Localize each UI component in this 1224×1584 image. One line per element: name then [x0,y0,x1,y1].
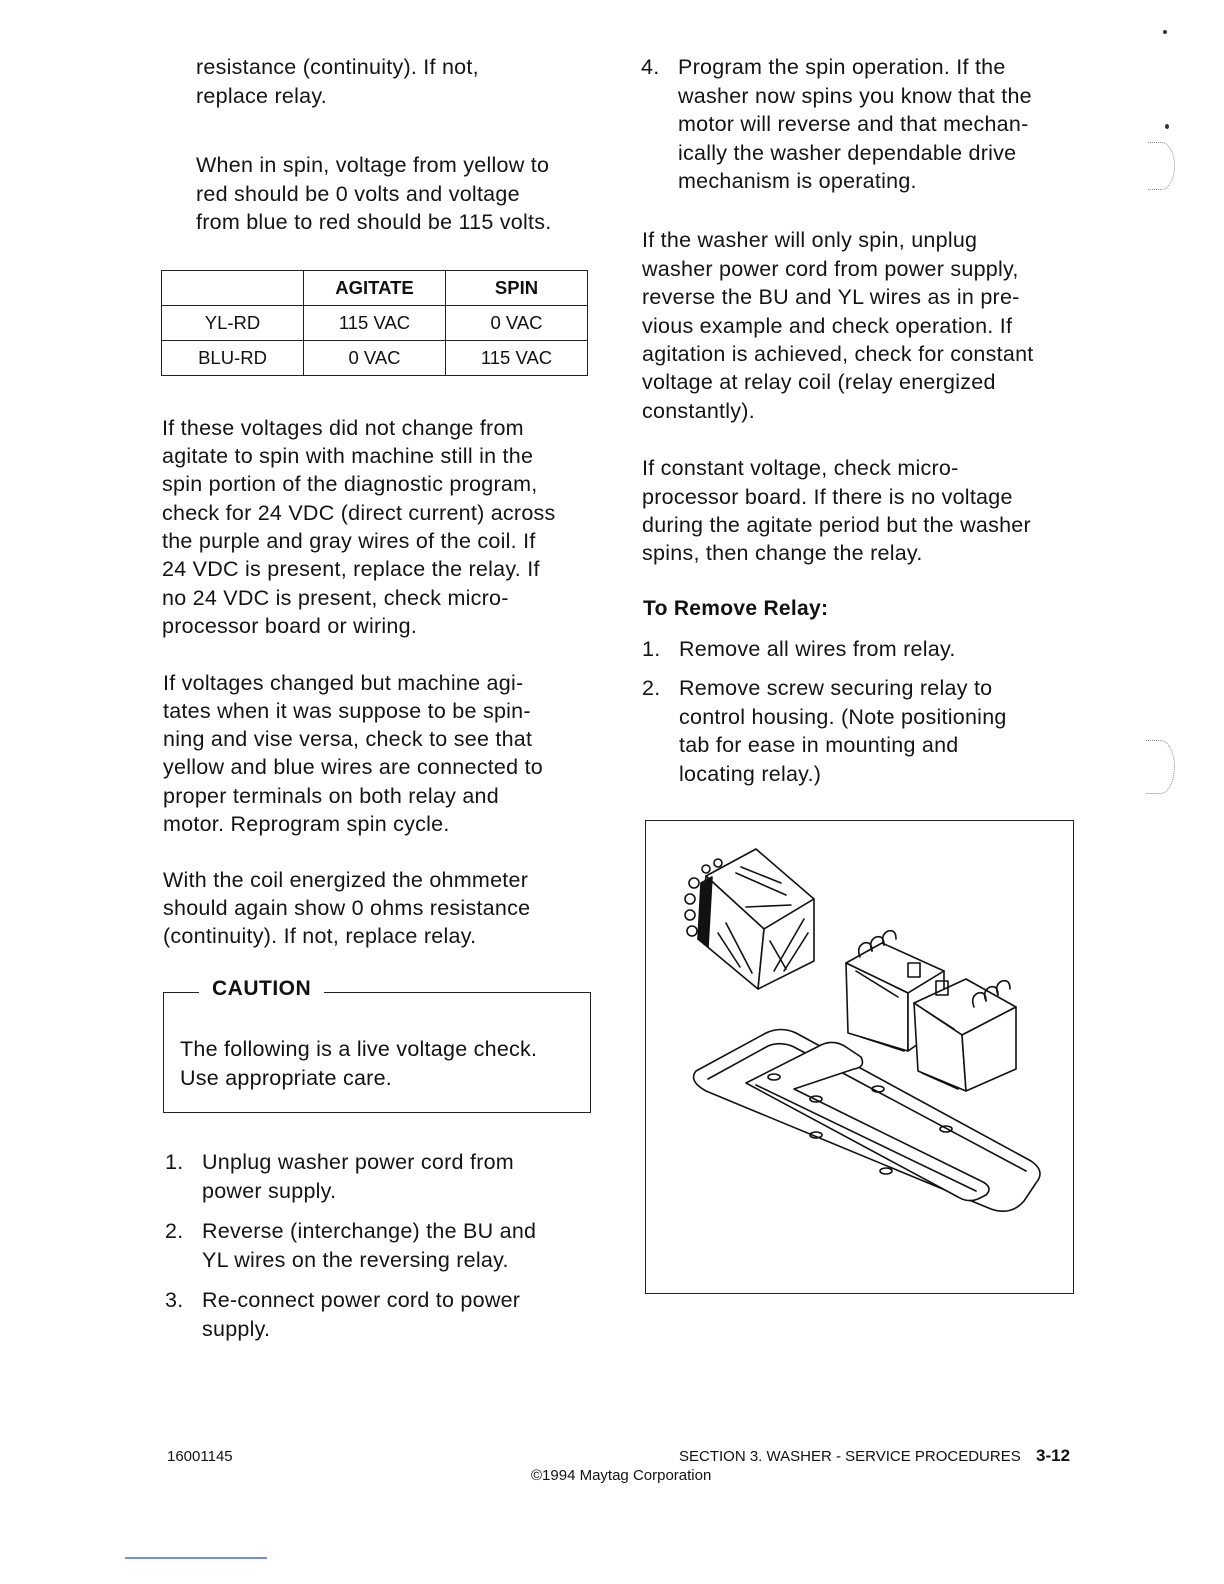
punch-hole-mark [1146,740,1175,794]
text-line: With the coil energized the ohmmeter [163,868,529,892]
list-text [679,674,1007,788]
caution-border-right [324,992,590,993]
caution-box [163,977,591,1113]
table-header-cell [162,271,304,306]
text-line: Re-connect power cord to power [202,1288,521,1312]
bottom-rule [125,1557,267,1559]
text-line: 24 VDC is present, replace the relay. If [162,557,540,581]
text-line: control housing. (Note positioning [679,704,1007,729]
punch-hole-mark [1148,142,1175,190]
list-number: 3. [165,1288,184,1312]
text-line: mechanism is operating. [678,169,917,193]
section-label: SECTION 3. WASHER - SERVICE PROCEDURES [679,1448,1021,1465]
table-cell: 0 VAC [446,306,588,341]
text-line: voltage at relay coil (relay energized [642,370,996,394]
list-number: 2. [165,1219,184,1243]
section-heading: To Remove Relay: [643,597,829,620]
text-line: If constant voltage, check micro- [642,456,959,480]
text-line: (continuity). If not, replace relay. [163,924,477,948]
list-number: 1. [165,1150,184,1174]
text-line: power supply. [202,1178,337,1203]
text-line: agitate to spin with machine still in the [162,444,534,468]
text-line: from blue to red should be 115 volts. [196,210,552,234]
list-text [202,1286,520,1343]
text-line: If the washer will only spin, unplug [642,228,978,252]
text-line: processor board. If there is no voltage [642,485,1013,509]
text-line: ning and vise versa, check to see that [163,727,533,751]
text-line: during the agitate period but the washer [642,513,1031,537]
scan-speck [1165,124,1169,129]
text-line: spin portion of the diagnostic program, [162,472,538,496]
large-relay-icon [685,849,814,989]
text-line: ically the washer dependable drive [678,140,1017,165]
text-line: red should be 0 volts and voltage [196,182,520,206]
text-line: washer power cord from power supply, [642,257,1019,281]
text-line: the purple and gray wires of the coil. If [162,529,536,553]
copyright: ©1994 Maytag Corporation [531,1467,712,1484]
text-line: locating relay.) [679,761,822,786]
text-line: Reverse (interchange) the BU and [202,1219,537,1243]
table-header-row [162,271,588,306]
text-line: The following is a live voltage check. [180,1037,538,1061]
small-relay-icon [914,979,1016,1091]
list-number: 4. [641,55,660,79]
caution-title: CAUTION [212,977,312,1000]
list-text [678,53,1032,196]
table-row [162,306,588,341]
text-line: resistance (continuity). If not, [196,55,479,79]
table-header-cell: AGITATE [304,271,446,306]
page-number: 3-12 [1036,1446,1071,1465]
table-cell: YL-RD [162,306,304,341]
text-line: washer now spins you know that the [678,83,1032,108]
table-header-cell: SPIN [446,271,588,306]
text-line: motor will reverse and that mechan- [678,112,1029,136]
caution-border-left [164,992,199,993]
text-line: vious example and check operation. If [642,314,1013,338]
scan-speck [1163,30,1167,34]
text-line: When in spin, voltage from yellow to [196,153,550,177]
text-line: yellow and blue wires are connected to [163,755,543,779]
text-line: supply. [202,1316,271,1341]
text-line: should again show 0 ohms resistance [163,896,531,920]
list-text [679,635,956,664]
doc-number: 16001145 [167,1448,233,1465]
text-line: reverse the BU and YL wires as in pre- [642,285,1020,309]
list-text [202,1217,536,1274]
text-line: no 24 VDC is present, check micro- [162,586,509,610]
text-line: proper terminals on both relay and [163,784,499,808]
text-line: tab for ease in mounting and [679,733,959,757]
caution-text [180,1035,537,1092]
text-line: If these voltages did not change from [162,416,524,440]
table-cell: BLU-RD [162,341,304,376]
table-row [162,341,588,376]
list-text [202,1148,514,1205]
text-line: Use appropriate care. [180,1065,392,1090]
text-line: agitation is achieved, check for constant [642,342,1034,366]
list-number: 2. [642,676,661,700]
text-line: processor board or wiring. [162,614,418,638]
relay-figure [645,820,1074,1294]
text-line: check for 24 VDC (direct current) across [162,501,556,525]
text-line: Remove all wires from relay. [679,637,956,661]
text-line: replace relay. [196,84,327,108]
text-line: If voltages changed but machine agi- [163,671,524,695]
relay-illustration-icon [646,821,1073,1293]
text-line: YL wires on the reversing relay. [202,1247,509,1272]
table-cell: 0 VAC [304,341,446,376]
table-cell: 115 VAC [446,341,588,376]
text-line: constantly). [642,399,755,423]
text-line: Remove screw securing relay to [679,676,993,700]
text-line: Unplug washer power cord from [202,1150,514,1174]
table-cell: 115 VAC [304,306,446,341]
list-number: 1. [642,637,661,661]
text-line: tates when it was suppose to be spin- [163,699,531,723]
text-line: Program the spin operation. If the [678,55,1006,79]
text-line: spins, then change the relay. [642,541,923,565]
voltage-table [161,270,588,376]
text-line: motor. Reprogram spin cycle. [163,812,450,836]
